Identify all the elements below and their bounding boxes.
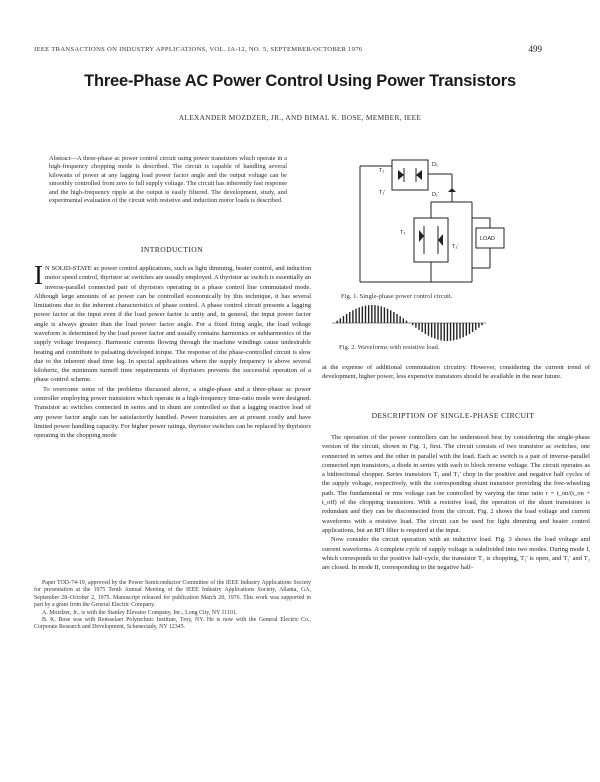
fig1-load-label: LOAD [480, 236, 495, 242]
fig1-label-t1: T₁ [379, 168, 385, 174]
footnotes [34, 580, 311, 632]
fig1-label-t2-prime: T₂' [452, 244, 459, 250]
fig1-label-t1-prime: T₁' [379, 190, 386, 196]
footnote-3: B. K. Bose was with Rensselaer Polytechnic Institute, Troy, NY. He is now with the General Electric Co., Corporate Research and Development, Schenectady, NY 12345. [34, 617, 311, 631]
fig1-label-d1: D₁ [432, 162, 438, 168]
intro-body [34, 260, 311, 440]
dropcap: I [34, 260, 43, 290]
footnote-1: Paper TOD-74-19, approved by the Power Semiconductor Committee of the IEEE Industry Applications Society for presentation at the 1975 Tenth Annual Meeting of the IEEE Industry Applications Society, Atlanta, GA, September 28–October 2, 1975. Manuscript released for publication March 20, 1976. This work was supported in part by a grant from the General Electric Company. [34, 580, 311, 609]
page-number: 499 [528, 44, 542, 54]
single-phase-paragraph-1: The operation of the power controllers can be understood best by considering the single-phase version of the circuit, shown in Fig. 1, first. The circuit consists of two transistor ac switches, one connected in series and the other in parallel with the load. Each ac switch is a pair of inverse-parallel connected npn transistors, a diode in series with each to block reverse voltage. The circuit operates as a bidirectional chopper. Series transistors T₁ and T₁' chop in the positive and negative half cycles of the supply voltage, respectively, with the corresponding shunt transistor providing the free-wheeling path. The fundamental or rms voltage can be controlled by varying the time ratio r = t_on/(t_on + t_off) of the chopping transistors. With a resistive load, the operation of the shunt transistors is redundant and they can be disconnected from the circuit. Fig. 2 shows the load voltage and current waveforms with a resistive load. The circuit can be used for light dimming and heater control applications, but an RFI filter is required at the input. [322, 434, 590, 534]
footnote-2: A. Mozdzer, Jr., is with the Stanley Elevator Company, Inc., Long City, NY 11101. [42, 609, 238, 616]
fig1-circuit-diagram [352, 158, 512, 290]
abstract: Abstract—A three-phase ac power control circuit using power transistors which operate in a high-frequency chopping mode is described. The circuit is capable of handling several kilowatts of power at any lagging load power factor angle and the output voltage can be smoothly controlled from zero to full supply voltage. The circuit has inherently fast response and the high-frequency ripple at the output is easily filtered. The development, study, and experimental evaluation of the circuit with resistive and induction motor loads is described. [49, 155, 287, 205]
running-head: IEEE TRANSACTIONS ON INDUSTRY APPLICATIONS, VOL. IA-12, NO. 5, SEPTEMBER/OCTOBER 1976 [34, 46, 363, 53]
paper-title: Three-Phase AC Power Control Using Power Transistors [84, 72, 516, 90]
single-phase-paragraph-2: Now consider the circuit operation with an inductive load. Fig. 3 shows the load voltage and current waveforms. A complete cycle of supply voltage is subdivided into two modes. During mode I, which corresponds to the positive half-cycle, the transistor T₁ is chopping, T₁' is open, and T₂' and T₂ are closed. In mode II, corresponding to the negative half- [322, 536, 590, 572]
fig2-caption: Fig. 2. Waveforms with resistive load. [339, 344, 440, 351]
intro-paragraph-1: N SOLID-STATE ac power control applications, such as light dimming, heater control, and induction motor speed control, thyristor ac switches are usually employed. A thyristor ac switch is essentially an inverse-parallel connected pair of thyristors operating in a phase control line commutated mode. Although large amounts of ac power can be controlled economically by this technique, it has several limitations due to the inherent characteristics of phase control. A phase control circuit presents a lagging power factor at the input even if the load power factor is unity and, in general, the input power factor angle is always greater than the load power factor angle. For a fixed firing angle, the load voltage waveform is determined by the load power factor and usually contains harmonics or subharmonics of the supply voltage frequency. Harmonic currents flowing through the machine windings cause undesirable heating and contribute to pulsating developed torque. The response of the phase-controlled circuit is slow due to the inherent dead time lag. In special applications where the supply frequency is above several kilohertz, the minimum turnoff time requirements of thyristors prevents the successful operation of a phase control scheme. [34, 265, 311, 384]
right-column-body [322, 433, 590, 572]
intro-heading: INTRODUCTION [140, 245, 204, 254]
author-line: ALEXANDER MOZDZER, JR., AND BIMAL K. BOSE, MEMBER, IEEE [178, 113, 422, 122]
fig2-waveform [330, 302, 490, 344]
fig1-caption: Fig. 1. Single-phase power control circuit. [341, 293, 453, 300]
right-column-continuation: at the expense of additional commutation circuitry. However, considering the current trend of development, higher power, less expensive transistors should be available in the near future. [322, 364, 590, 381]
intro-paragraph-2: To overcome some of the problems discussed above, a single-phase and a three-phase ac power controller employing power transistors which operate in a high-frequency time-ratio mode were designed. Transistor ac switches connected in series and in shunt are controlled so that a lagging reactive load of any power factor angle can be satisfactorily handled. Power transistors are at present costly and have limited power handling capacity. For higher power ratings, thyristor switches can be replaced by thyristors operating in the chopping mode [34, 385, 311, 440]
single-phase-heading: DESCRIPTION OF SINGLE-PHASE CIRCUIT [371, 411, 535, 420]
fig1-label-d1-prime: D₁' [432, 192, 439, 198]
fig1-label-t2: T₂ [400, 230, 406, 236]
